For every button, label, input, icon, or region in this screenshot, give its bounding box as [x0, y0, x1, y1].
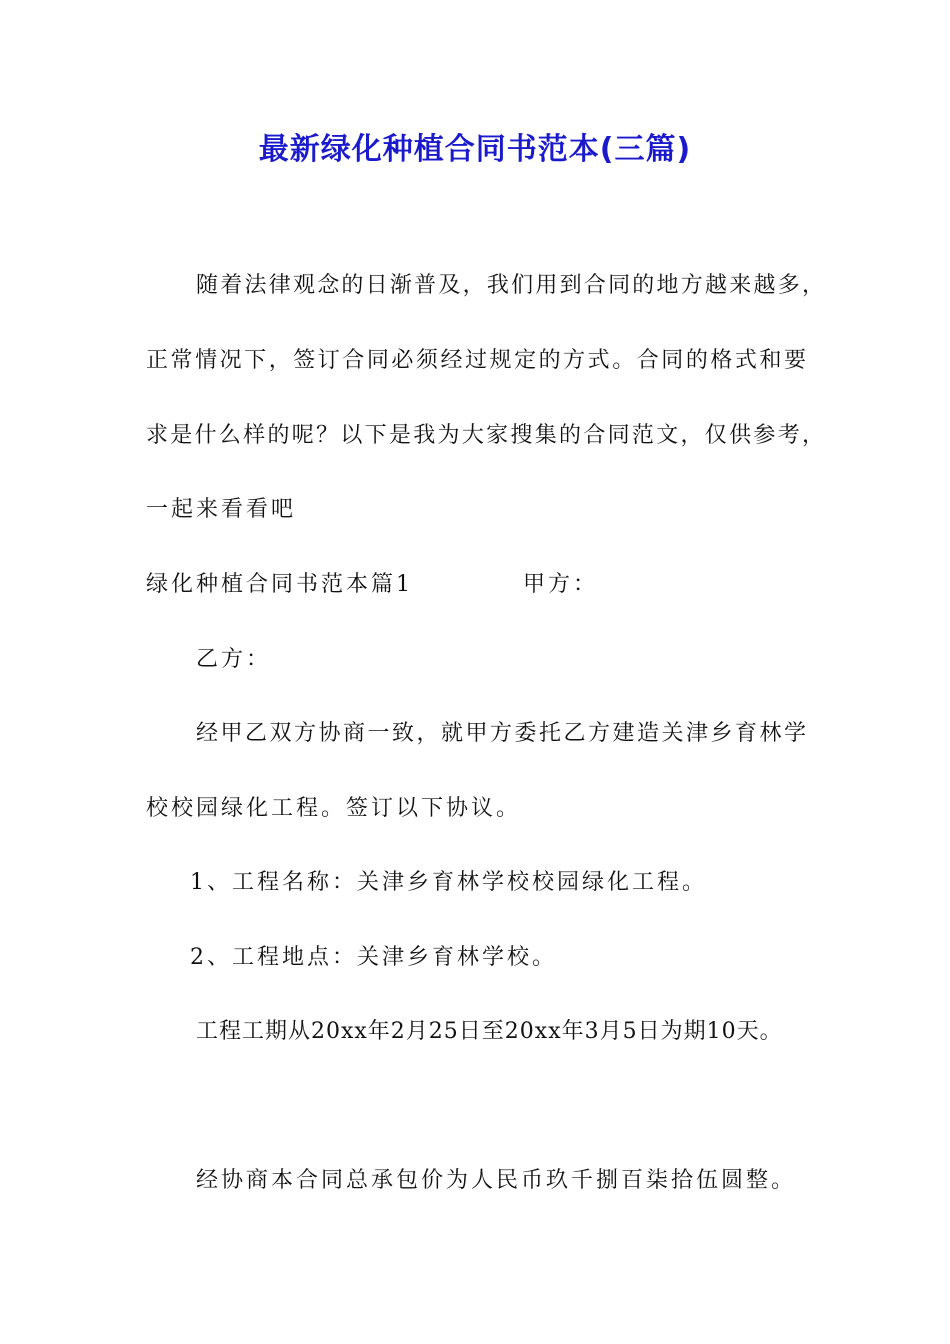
item-project-name: 1、工程名称：关津乡育林学校校园绿化工程。 — [190, 870, 707, 895]
agreement-line-2: 校校园绿化工程。签订以下协议。 — [146, 796, 522, 821]
agreement-line-1: 经甲乙双方协商一致，就甲方委托乙方建造关津乡育林学 — [196, 721, 806, 746]
party-b-label: 乙方： — [196, 647, 272, 672]
item-project-location: 2、工程地点：关津乡育林学校。 — [190, 945, 557, 970]
section-heading: 绿化种植合同书范本篇1 — [146, 572, 413, 597]
price-line: 经协商本合同总承包价为人民币玖千捌百柒拾伍圆整。 — [196, 1168, 797, 1193]
section-heading-row — [146, 568, 598, 602]
document-title: 最新绿化种植合同书范本(三篇) — [258, 132, 692, 167]
intro-line-4: 一起来看看吧 — [146, 497, 297, 522]
schedule-line: 工程工期从20xx年2月25日至20xx年3月5日为期10天。 — [196, 1019, 783, 1044]
intro-line-1: 随着法律观念的日渐普及，我们用到合同的地方越来越多， — [196, 273, 824, 298]
intro-line-3: 求是什么样的呢？以下是我为大家搜集的合同范文，仅供参考， — [146, 423, 824, 448]
intro-line-2: 正常情况下，签订合同必须经过规定的方式。合同的格式和要 — [146, 348, 806, 373]
party-a-label: 甲方： — [523, 572, 599, 597]
